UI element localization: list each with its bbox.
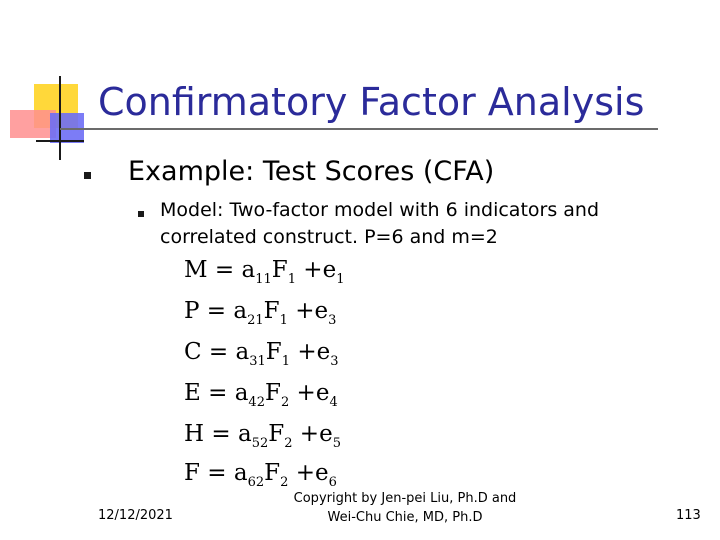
copyright-line: Wei-Chu Chie, MD, Ph.D [327,510,483,525]
equation-row: $E = a_{42}F_2 +e_4$ [184,380,338,410]
decorative-vertical-line [59,76,61,160]
bullet-level-2-text: Model: Two-factor model with 6 indicators and correlated construct. P=6 and m=2 [160,199,600,248]
footer-date: 12/12/2021 [98,508,173,523]
equation-row: $M = a_{11}F_1 +e_1$ [184,257,345,287]
decorative-short-horizontal-line [36,140,84,142]
page-number: 113 [676,508,701,523]
equation-row: $P = a_{21}F_1 +e_3$ [184,298,337,328]
equation-row: $H = a_{52}F_2 +e_5$ [184,421,341,451]
bullet-square-icon [84,172,91,179]
bullet-level-1-text: Example: Test Scores (CFA) [128,156,495,187]
copyright-line: Copyright by Jen-pei Liu, Ph.D and [293,491,517,506]
equation-row: $C = a_{31}F_1 +e_3$ [184,339,339,369]
equation-row: $F = a_{62}F_2 +e_6$ [184,460,337,490]
title-underline [60,128,658,130]
bullet-square-icon [138,211,144,217]
footer-copyright [290,489,520,527]
slide-title: Confirmatory Factor Analysis [98,80,645,124]
